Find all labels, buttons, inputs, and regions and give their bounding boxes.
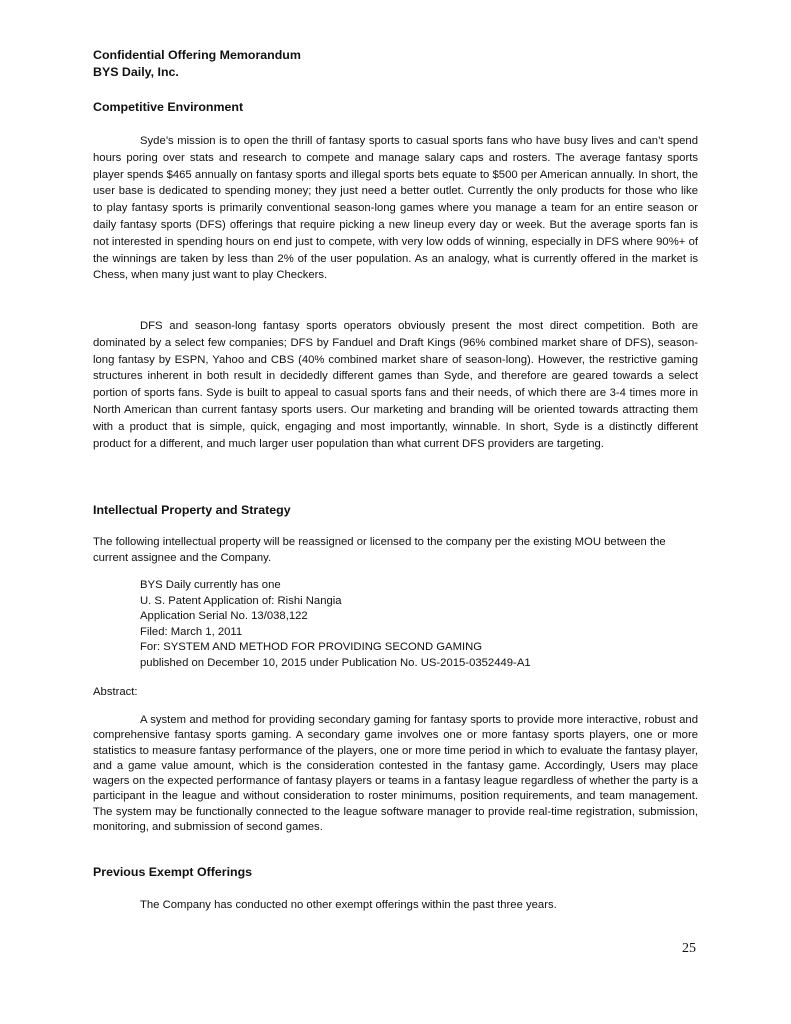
patent-line: For: SYSTEM AND METHOD FOR PROVIDING SECOND GAMING bbox=[140, 641, 483, 654]
patent-details bbox=[140, 578, 531, 672]
patent-line: U. S. Patent Application of: Rishi Nangia bbox=[140, 594, 342, 607]
header-company: BYS Daily, Inc. bbox=[93, 65, 179, 79]
patent-line: Filed: March 1, 2011 bbox=[140, 625, 243, 638]
paragraph-competitive-2: DFS and season-long fantasy sports operators obviously present the most direct competition. Both are dominated by a select few companies; DFS by Fanduel and Draft Kings (96% combined market share of DFS), season-long fantasy by ESPN, Yahoo and CBS (40% combined market share of season-long). However, the restrictive gaming structures inherent in both result in decidedly different games than Syde, and therefore are geared towards a select portion of sports fans. Syde is built to appeal to casual sports fans and their needs, of which there are 3-4 times more in North American than current fantasy sports users. Our marketing and branding will be oriented towards attracting them with a product that is simple, quick, engaging and most importantly, winnable. In short, Syde is a distinctly different product for a different, and much larger user population than what current DFS providers are targeting. bbox=[93, 320, 698, 450]
page-number: 25 bbox=[682, 941, 696, 956]
paragraph-ip-intro: The following intellectual property will be reassigned or licensed to the company per the existing MOU between the current assignee and the Company. bbox=[93, 536, 666, 564]
patent-line: Application Serial No. 13/038,122 bbox=[140, 610, 308, 623]
heading-competitive-environment: Competitive Environment bbox=[93, 100, 244, 114]
paragraph-exempt-offerings: The Company has conducted no other exempt offerings within the past three years. bbox=[140, 899, 557, 911]
abstract-label: Abstract: bbox=[93, 686, 138, 698]
heading-previous-exempt-offerings: Previous Exempt Offerings bbox=[93, 865, 253, 879]
paragraph-competitive-1: Syde’s mission is to open the thrill of fantasy sports to casual sports fans who have busy lives and can’t spend hours poring over stats and research to compete and manage salary caps and rosters. The average fantasy sports player spends $465 annually on fantasy sports and illegal sports bets equate to $500 per American annually. In short, the user base is dedicated to spending money; they just need a better outlet. Currently the only products for those who like to play fantasy sports is primarily conventional season-long games where you manage a team for an entire season or daily fantasy sports (DFS) offerings that require picking a new lineup every day or week. But the average sports fan is not interested in spending hours on end just to compete, with very low odds of winning, especially in DFS where 90%+ of the winnings are taken by less than 2% of the user population. As an analogy, what is currently offered in the market is Chess, when many just want to play Checkers. bbox=[93, 135, 698, 282]
heading-intellectual-property: Intellectual Property and Strategy bbox=[93, 503, 291, 517]
paragraph-abstract: A system and method for providing secondary gaming for fantasy sports to provide more interactive, robust and comprehensive fantasy sports gaming. A secondary game involves one or more fantasy sports players, one or more statistics to measure fantasy performance of the players, one or more time period in which to evaluate the fantasy player, and a game value amount, which is the consideration contested in the fantasy game. Accordingly, Users may place wagers on the expected performance of fantasy players or teams in a fantasy league regardless of whether the party is a participant in the league and without consideration to roster minimums, position requirements, and team management. The system may be functionally connected to the league software manager to provide real-time registration, submission, monitoring, and submission of second games. bbox=[93, 714, 698, 834]
patent-line: BYS Daily currently has one bbox=[140, 579, 281, 591]
document-header bbox=[93, 47, 301, 81]
patent-line: published on December 10, 2015 under Publication No. US-2015-0352449-A1 bbox=[140, 656, 531, 669]
header-title: Confidential Offering Memorandum bbox=[93, 48, 301, 62]
